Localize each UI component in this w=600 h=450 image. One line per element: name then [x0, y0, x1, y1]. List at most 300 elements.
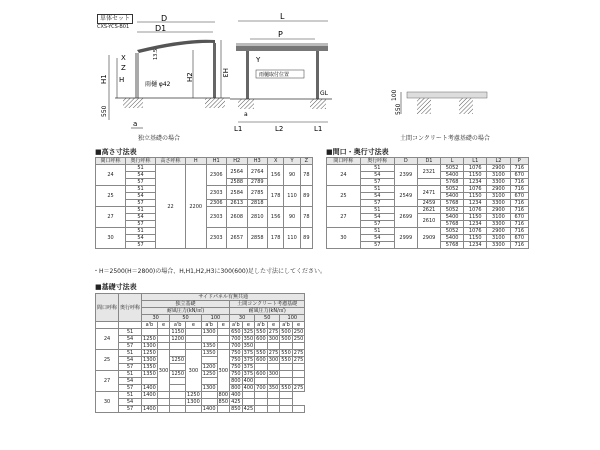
table-cell: 300 [268, 336, 279, 342]
label-a-right: a [244, 111, 248, 118]
table-cell: 5052 [441, 207, 464, 214]
table-cell: 5768 [441, 242, 464, 249]
width-table-title: ■間口・奥行寸法表 [326, 148, 389, 156]
table-cell: 275 [268, 350, 279, 356]
table-cell: 750 [231, 364, 241, 370]
label-H2: H2 [186, 72, 194, 82]
label-P: P [278, 30, 283, 39]
table-cell: 1076 [464, 228, 487, 235]
table-cell: 50 [170, 315, 201, 322]
table-cell: 300 [268, 371, 279, 377]
table-cell [217, 329, 230, 336]
table-cell: 275 [293, 350, 304, 356]
table-cell [292, 371, 305, 378]
table-cell: 400 [243, 385, 254, 391]
label-H3: H3 [221, 68, 229, 78]
table-cell: 700 [256, 385, 266, 391]
label-a: a [133, 120, 138, 128]
table-cell: 1250 [171, 371, 185, 377]
table-cell: 375 [243, 350, 254, 356]
table-cell [267, 406, 280, 413]
foundation-table [95, 293, 305, 413]
set-tag: 単体セット [97, 14, 133, 24]
table-cell: 25 [96, 350, 119, 371]
table-cell: 27 [327, 207, 361, 228]
table-cell [170, 343, 186, 350]
table-cell: 5052 [441, 186, 464, 193]
slab-diagram [385, 82, 495, 122]
table-cell [142, 329, 158, 336]
table-cell: 300 [217, 350, 230, 392]
table-cell: e [292, 322, 305, 329]
table-cell: 1234 [464, 179, 487, 186]
th: H1 [206, 158, 227, 165]
table-cell: 1150 [171, 329, 185, 335]
table-cell: 1350 [202, 343, 216, 349]
table-cell: 2399 [394, 165, 417, 186]
table-cell: 2613 [227, 200, 248, 207]
table-cell: L [441, 158, 464, 165]
table-cell: a'b [230, 322, 243, 329]
front-view-diagram [220, 10, 335, 135]
th: Z [300, 158, 312, 165]
table-cell: 425 [231, 399, 241, 405]
table-cell: 2303 [206, 186, 227, 200]
table-cell: 奥行呼称 [119, 294, 142, 322]
table-cell: 57 [119, 406, 142, 413]
table-cell: 350 [268, 385, 279, 391]
label-100: 100 [391, 89, 398, 101]
caption-right: 土間コンクリート考慮基礎の場合 [400, 135, 490, 142]
table-cell: 100 [280, 315, 305, 322]
table-cell [280, 364, 293, 371]
table-cell: 375 [243, 357, 254, 363]
table-cell: 2471 [417, 186, 440, 200]
table-cell [267, 364, 280, 371]
table-cell: 25 [96, 186, 126, 207]
table-cell: 400 [231, 392, 241, 398]
table-cell: 54 [119, 378, 142, 385]
height-table [95, 157, 313, 249]
table-cell [96, 322, 119, 329]
table-cell: 89 [300, 228, 312, 249]
table-cell [157, 399, 170, 406]
table-cell: 716 [510, 200, 529, 207]
table-cell: 54 [360, 172, 394, 179]
table-cell: 5768 [441, 200, 464, 207]
table-cell: 51 [119, 392, 142, 399]
table-cell: 1200 [202, 364, 216, 370]
table-cell: 3300 [487, 221, 510, 228]
table-cell: 1250 [143, 336, 156, 342]
table-cell: 5768 [441, 179, 464, 186]
table-cell: 2818 [247, 200, 268, 207]
table-cell: 5052 [441, 228, 464, 235]
width-table [326, 157, 529, 249]
table-cell: 耐風圧力(kN/㎡) [142, 308, 230, 315]
label-13-5: 13.5 [153, 48, 159, 60]
table-cell: a'b [255, 322, 268, 329]
table-cell: 1234 [464, 221, 487, 228]
table-cell: 1200 [171, 336, 185, 342]
label-Z: Z [121, 64, 126, 72]
table-cell [267, 343, 280, 350]
table-cell [267, 392, 280, 399]
table-cell: 57 [360, 179, 394, 186]
table-cell: 275 [268, 329, 279, 335]
table-cell: 1400 [143, 385, 156, 391]
table-cell: 550 [281, 350, 291, 356]
table-cell [201, 378, 217, 385]
table-cell: 57 [119, 364, 142, 371]
table-row [327, 207, 529, 214]
table-cell [280, 371, 293, 378]
table-cell: 間口呼称 [327, 158, 361, 165]
label-H: H [119, 76, 125, 84]
table-cell [292, 364, 305, 371]
table-cell: e [267, 322, 280, 329]
table-cell: 1150 [464, 193, 487, 200]
table-cell: 57 [126, 242, 156, 249]
table-cell [186, 336, 202, 343]
table-cell: 間口呼称 [96, 294, 119, 322]
table-row [96, 399, 305, 406]
table-cell [280, 392, 293, 399]
table-cell: 110 [284, 228, 300, 249]
table-cell: 24 [327, 165, 361, 186]
table-cell: 1350 [143, 364, 156, 370]
table-cell: 2858 [247, 228, 268, 249]
table-cell: 3100 [487, 214, 510, 221]
table-cell: 3100 [487, 193, 510, 200]
table-cell: 400 [243, 378, 254, 384]
table-cell: 54 [119, 357, 142, 364]
table-cell: 700 [231, 343, 241, 349]
table-cell: 3100 [487, 235, 510, 242]
table-cell: 3100 [487, 172, 510, 179]
table-cell [255, 392, 268, 399]
table-row [96, 294, 305, 301]
table-cell [280, 406, 293, 413]
table-cell: 750 [231, 357, 241, 363]
table-cell: 2306 [206, 165, 227, 186]
label-rain: 雨樋 φ42 [145, 81, 171, 88]
table-cell: 550 [281, 385, 291, 391]
table-cell: 2900 [487, 207, 510, 214]
table-cell: 2764 [247, 165, 268, 179]
th: 間口呼称 [96, 158, 126, 165]
table-cell: 2610 [417, 214, 440, 228]
th: H [186, 158, 207, 165]
table-cell: 27 [96, 371, 119, 392]
table-cell: 2789 [247, 179, 268, 186]
table-cell: 275 [293, 385, 304, 391]
table-cell: 78 [300, 207, 312, 228]
table-cell: 1300 [202, 329, 216, 335]
table-row [96, 322, 305, 329]
table-cell: D [394, 158, 417, 165]
table-cell: 25 [327, 186, 361, 207]
table-cell: 5052 [441, 165, 464, 172]
table-cell [255, 399, 268, 406]
table-cell [170, 385, 186, 392]
table-cell: 22 [156, 165, 186, 249]
table-cell: 54 [126, 193, 156, 200]
table-cell: 716 [510, 186, 529, 193]
table-cell: 耐風圧力(kN/㎡) [230, 308, 305, 315]
table-cell [170, 392, 186, 399]
table-cell: 89 [300, 186, 312, 207]
table-cell: 716 [510, 207, 529, 214]
table-cell: 30 [96, 228, 126, 249]
table-cell: 2608 [227, 207, 248, 228]
table-cell: 1400 [143, 406, 156, 412]
table-cell: 550 [256, 329, 266, 335]
table-cell: 51 [360, 207, 394, 214]
table-cell: 1076 [464, 186, 487, 193]
table-cell: 54 [126, 235, 156, 242]
table-cell: 275 [293, 357, 304, 363]
table-cell: 1234 [464, 200, 487, 207]
table-cell: 375 [243, 364, 254, 370]
table-cell: 2306 [206, 200, 227, 207]
table-cell [157, 336, 170, 343]
table-cell: 250 [293, 329, 304, 335]
label-D1: D1 [155, 24, 167, 33]
table-cell: 3300 [487, 200, 510, 207]
table-cell: 1150 [464, 172, 487, 179]
table-cell: 850 [231, 406, 241, 412]
table-cell: D1 [417, 158, 440, 165]
post-left [246, 51, 249, 99]
roof-shape [137, 40, 215, 53]
post-right [316, 51, 319, 99]
table-cell: 600 [256, 336, 266, 342]
table-cell: 600 [256, 371, 266, 377]
table-cell: 57 [360, 221, 394, 228]
table-cell: 550 [256, 350, 266, 356]
note-text: ・H＝2500(H＝2800)の場合、H,H1,H2,H3に300(600)足した寸法にしてください。 [93, 268, 327, 275]
table-cell: e [217, 322, 230, 329]
label-GL: GL [320, 90, 328, 97]
table-cell [417, 179, 440, 186]
table-row [96, 158, 313, 165]
table-cell: 2909 [417, 228, 440, 249]
table-row [96, 350, 305, 357]
table-cell: 1300 [202, 385, 216, 391]
table-cell: 5400 [441, 214, 464, 221]
table-cell: 2584 [227, 186, 248, 200]
table-cell: 2900 [487, 186, 510, 193]
table-cell: 24 [96, 329, 119, 350]
table-cell: a'b [280, 322, 293, 329]
table-cell: 54 [119, 399, 142, 406]
table-cell [201, 357, 217, 364]
table-cell: 30 [142, 315, 170, 322]
table-cell: 57 [126, 221, 156, 228]
table-cell: e [186, 322, 202, 329]
table-cell: 1250 [143, 350, 156, 356]
table-cell: 1300 [143, 357, 156, 363]
table-cell [267, 399, 280, 406]
table-cell: 51 [119, 350, 142, 357]
table-cell: 奥行呼称 [360, 158, 394, 165]
table-cell [242, 392, 255, 399]
th: X [268, 158, 284, 165]
table-cell: 2303 [206, 207, 227, 228]
table-cell: a'b [170, 322, 186, 329]
table-cell: 1250 [171, 357, 185, 363]
table-cell: 300 [157, 350, 170, 392]
table-cell: 750 [231, 350, 241, 356]
table-cell: 30 [230, 315, 255, 322]
table-cell: 350 [243, 343, 254, 349]
table-cell: 1400 [143, 392, 156, 398]
table-cell: 800 [231, 385, 241, 391]
table-cell: 54 [126, 172, 156, 179]
table-cell: 57 [119, 343, 142, 350]
table-cell [201, 392, 217, 399]
table-cell: 1150 [464, 214, 487, 221]
table-cell: a'b [142, 322, 158, 329]
table-cell: 54 [360, 235, 394, 242]
table-cell [267, 378, 280, 385]
foundation-table-title: ■基礎寸法表 [95, 283, 137, 291]
table-cell: e [242, 322, 255, 329]
table-cell: 178 [268, 228, 284, 249]
height-table-title: ■高さ寸法表 [95, 148, 137, 156]
table-cell: 27 [96, 207, 126, 228]
table-cell: 30 [96, 392, 119, 413]
label-L1-left: L1 [234, 125, 243, 133]
table-cell: 716 [510, 242, 529, 249]
table-cell: 5768 [441, 221, 464, 228]
table-cell: 350 [243, 336, 254, 342]
th: 高さ呼称 [156, 158, 186, 165]
table-cell: 2321 [417, 165, 440, 179]
table-cell [217, 343, 230, 350]
table-cell: 2588 [227, 179, 248, 186]
table-cell: 2564 [227, 165, 248, 179]
table-cell: 2303 [206, 228, 227, 249]
table-cell: サイドパネル有無共通 [142, 294, 305, 301]
table-cell: 178 [268, 186, 284, 207]
table-cell: 1234 [464, 242, 487, 249]
table-cell: 51 [126, 207, 156, 214]
label-550b: 550 [395, 103, 402, 115]
table-cell: 51 [126, 165, 156, 172]
table-cell: e [157, 322, 170, 329]
table-cell [157, 392, 170, 399]
table-cell [186, 343, 202, 350]
table-cell [170, 378, 186, 385]
label-L1-right: L1 [314, 125, 323, 133]
table-cell: 1350 [143, 371, 156, 377]
table-cell [170, 350, 186, 357]
table-cell [292, 343, 305, 350]
table-cell [255, 343, 268, 350]
table-cell: 57 [360, 200, 394, 207]
table-cell: 600 [256, 357, 266, 363]
table-cell: 54 [126, 214, 156, 221]
cell: 24 [96, 165, 126, 186]
label-D: D [161, 14, 168, 23]
table-cell: 54 [360, 193, 394, 200]
product-code: CXS-YCS-B01 [97, 24, 130, 30]
table-cell: 425 [243, 406, 254, 412]
table-cell: 2200 [186, 165, 207, 249]
label-550: 550 [101, 105, 108, 117]
table-cell: 2810 [247, 207, 268, 228]
table-cell [255, 364, 268, 371]
table-row [96, 329, 305, 336]
label-L: L [280, 12, 285, 21]
table-cell: a'b [201, 322, 217, 329]
table-cell [217, 336, 230, 343]
table-cell: 650 [231, 329, 241, 335]
table-cell: 51 [360, 228, 394, 235]
table-cell: 2999 [394, 228, 417, 249]
th: 奥行呼称 [126, 158, 156, 165]
label-L2: L2 [275, 125, 284, 133]
table-cell [242, 399, 255, 406]
table-row [96, 392, 305, 399]
table-cell: 5400 [441, 235, 464, 242]
post [213, 43, 216, 98]
table-cell: 550 [281, 357, 291, 363]
table-row [327, 228, 529, 235]
table-cell: 54 [119, 336, 142, 343]
table-cell: 2785 [247, 186, 268, 200]
table-cell: 2621 [417, 207, 440, 214]
table-cell: 716 [510, 221, 529, 228]
label-Y: Y [256, 56, 261, 64]
table-cell [255, 406, 268, 413]
table-row [96, 165, 313, 172]
table-cell: 57 [126, 200, 156, 207]
th: H3 [247, 158, 268, 165]
label-X: X [121, 54, 126, 62]
table-cell: 325 [243, 329, 254, 335]
table-cell [157, 343, 170, 350]
table-cell [157, 329, 170, 336]
table-cell: 1300 [143, 343, 156, 349]
table-cell: 1076 [464, 207, 487, 214]
table-cell [255, 378, 268, 385]
table-cell: 3300 [487, 242, 510, 249]
table-cell: 51 [119, 329, 142, 336]
table-cell: 670 [510, 235, 529, 242]
table-cell: 51 [360, 186, 394, 193]
table-cell: 670 [510, 193, 529, 200]
table-cell: 90 [284, 165, 300, 186]
table-cell: 850 [218, 399, 229, 405]
table-cell [186, 329, 202, 336]
table-cell: 1350 [202, 350, 216, 356]
table-cell: 1250 [202, 371, 216, 377]
table-cell: 100 [201, 315, 229, 322]
th: H2 [227, 158, 248, 165]
caption-left: 独立基礎の場合 [138, 135, 181, 142]
table-cell: 1400 [202, 406, 216, 412]
table-row [327, 165, 529, 172]
table-cell [186, 406, 202, 413]
table-cell: 57 [126, 179, 156, 186]
table-row [327, 158, 529, 165]
table-cell: 2549 [394, 186, 417, 207]
th: Y [284, 158, 300, 165]
table-cell [142, 399, 158, 406]
